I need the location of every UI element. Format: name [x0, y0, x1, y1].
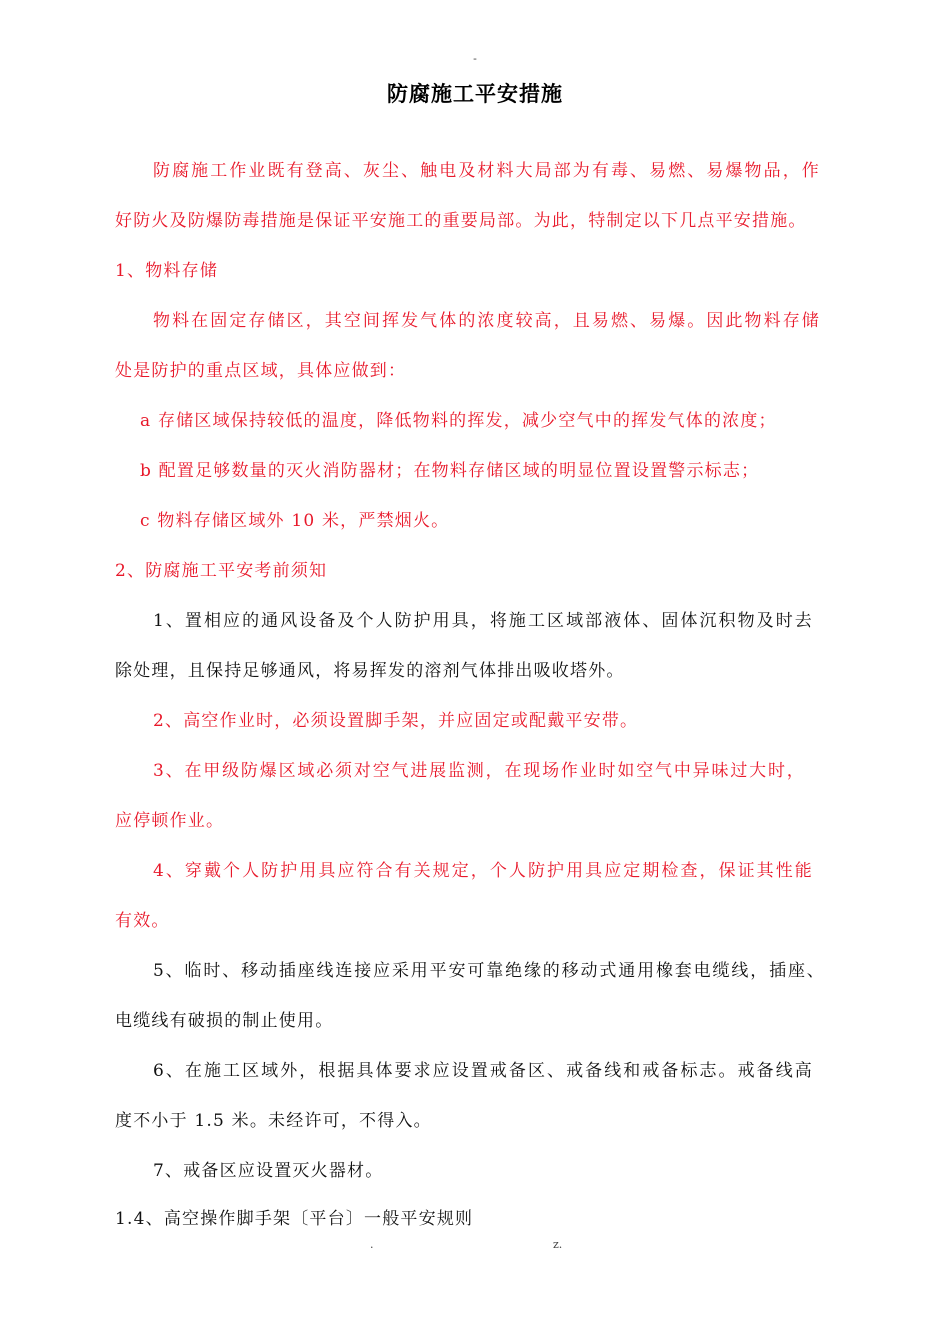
footer-mark-right: z. — [553, 1238, 563, 1251]
paragraph-line: 电缆线有破损的制止使用。 — [115, 1011, 334, 1031]
list-item: 3、在甲级防爆区域必须对空气进展监测，在现场作业时如空气中异味过大时， — [153, 761, 805, 781]
paragraph-line: 物料在固定存储区，其空间挥发气体的浓度较高，且易燃、易爆。因此物料存储 — [153, 311, 820, 331]
page-title: 防腐施工平安措施 — [387, 81, 563, 106]
section-heading: 1、物料存储 — [115, 261, 219, 281]
section-heading: 1.4、高空操作脚手架〔平台〕一般平安规则 — [115, 1209, 474, 1229]
paragraph-line: 处是防护的重点区域，具体应做到： — [115, 361, 407, 381]
list-item: 2、高空作业时，必须设置脚手架，并应固定或配戴平安带。 — [153, 711, 639, 731]
paragraph-line: 应停顿作业。 — [115, 811, 225, 831]
header-mark: - — [473, 52, 477, 65]
list-item: 6、在施工区域外，根据具体要求应设置戒备区、戒备线和戒备标志。戒备线高 — [153, 1061, 813, 1081]
footer-mark-left: . — [370, 1238, 374, 1251]
list-item: 7、戒备区应设置灭火器材。 — [153, 1161, 384, 1181]
paragraph-line: 有效。 — [115, 911, 170, 931]
paragraph-line: 1、置相应的通风设备及个人防护用具，将施工区域部液体、固体沉积物及时去 — [153, 611, 813, 631]
paragraph-line: 好防火及防爆防毒措施是保证平安施工的重要局部。为此，特制定以下几点平安措施。 — [115, 211, 807, 231]
section-heading: 2、防腐施工平安考前须知 — [115, 561, 328, 581]
paragraph-line: 除处理，且保持足够通风，将易挥发的溶剂气体排出吸收塔外。 — [115, 661, 625, 681]
list-item: 5、临时、移动插座线连接应采用平安可靠绝缘的移动式通用橡套电缆线，插座、 — [153, 961, 825, 981]
list-item: c 物料存储区域外 10 米，严禁烟火。 — [140, 511, 450, 531]
paragraph-line: 防腐施工作业既有登高、灰尘、触电及材料大局部为有毒、易燃、易爆物品，作 — [153, 161, 820, 181]
list-item: a 存储区域保持较低的温度，降低物料的挥发，减少空气中的挥发气体的浓度； — [140, 411, 777, 431]
list-item: 4、穿戴个人防护用具应符合有关规定，个人防护用具应定期检查，保证其性能 — [153, 861, 813, 881]
list-item: b 配置足够数量的灭火消防器材；在物料存储区域的明显位置设置警示标志； — [140, 461, 760, 481]
paragraph-line: 度不小于 1.5 米。未经许可，不得入。 — [115, 1111, 432, 1131]
